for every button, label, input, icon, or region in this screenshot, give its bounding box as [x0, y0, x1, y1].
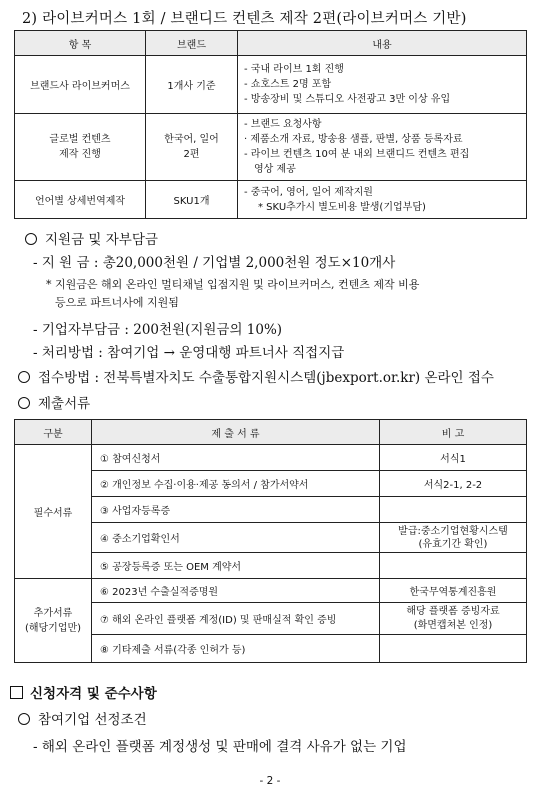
header-brand: 브랜드: [146, 31, 238, 56]
doc-note: 서식2-1, 2-2: [380, 471, 527, 497]
payment-process: - 처리방법 : 참여기업 → 운영대행 파트너사 직접지급: [33, 345, 345, 361]
doc-row: ⑧ 기타제출 서류(각종 인허가 등): [92, 635, 380, 663]
selection-heading: 참여기업 선정조건: [18, 708, 147, 728]
doc-row: ① 참여신청서: [92, 445, 380, 471]
doc-row: ⑦ 해외 온라인 플랫폼 계정(ID) 및 판매실적 확인 증빙: [92, 603, 380, 635]
circle-bullet-icon: [18, 713, 30, 725]
support-heading: 지원금 및 자부담금: [25, 228, 158, 248]
group-additional: 추가서류 (해당기업만): [15, 579, 92, 663]
row3-item: 언어별 상세번역제작: [15, 181, 146, 219]
doc-note: [380, 635, 527, 663]
support-amount: - 지 원 금 : 총20,000천원 / 기업별 2,000천원 정도×10개사: [33, 255, 396, 271]
row1-item: 브랜드사 라이브커머스: [15, 56, 146, 114]
doc-note: 해당 플랫폼 증빙자료 (화면캡쳐본 인정): [380, 603, 527, 635]
doc-note: [380, 497, 527, 523]
header-category: 구분: [15, 420, 92, 445]
circle-bullet-icon: [25, 233, 37, 245]
row1-brand: 1개사 기준: [146, 56, 238, 114]
doc-note: [380, 553, 527, 579]
support-note: * 지원금은 해외 온라인 멀티채널 입점지원 및 라이브커머스, 컨텐츠 제작 비용 등으로 파트너사에 지원됨: [46, 278, 420, 309]
row3-content: - 중국어, 영어, 일어 제작지원 * SKU추가시 별도비용 발생(기업부담): [238, 181, 527, 219]
circle-bullet-icon: [18, 371, 30, 383]
row3-brand: SKU1개: [146, 181, 238, 219]
selection-item: - 해외 온라인 플랫폼 계정생성 및 판매에 결격 사유가 없는 기업: [33, 739, 407, 755]
qualification-heading: 신청자격 및 준수사항: [10, 682, 157, 702]
header-content: 내용: [238, 31, 527, 56]
documents-table: [14, 419, 527, 663]
program-content-table: [14, 30, 527, 219]
apply-method: 접수방법 : 전북특별자치도 수출통합지원시스템(jbexport.or.kr) 온라인 접수: [18, 366, 494, 386]
row2-content: - 브랜드 요청사항 · 제품소개 자료, 방송용 샘플, 판별, 상품 등록자료 - 라이브 컨텐츠 10여 분 내외 브랜디드 컨텐츠 편집 영상 제공: [238, 114, 527, 181]
row2-brand: 한국어, 일어 2편: [146, 114, 238, 181]
self-burden: - 기업자부담금 : 200천원(지원금의 10%): [33, 322, 283, 338]
row2-item: 글로벌 컨텐츠 제작 진행: [15, 114, 146, 181]
doc-row: ③ 사업자등록증: [92, 497, 380, 523]
section-title: 2) 라이브커머스 1회 / 브랜디드 컨텐츠 제작 2편(라이브커머스 기반): [22, 11, 467, 27]
header-item: 항 목: [15, 31, 146, 56]
doc-row: ⑥ 2023년 수출실적증명원: [92, 579, 380, 603]
doc-row: ⑤ 공장등록증 또는 OEM 계약서: [92, 553, 380, 579]
doc-row: ④ 중소기업확인서: [92, 523, 380, 553]
circle-bullet-icon: [18, 397, 30, 409]
square-bullet-icon: [10, 686, 23, 699]
doc-row: ② 개인정보 수집·이용·제공 동의서 / 참가서약서: [92, 471, 380, 497]
page-number: - 2 -: [259, 775, 281, 787]
docs-heading: 제출서류: [18, 392, 90, 412]
group-required: 필수서류: [15, 445, 92, 579]
row1-content: - 국내 라이브 1회 진행 - 쇼호스트 2명 포함 - 방송장비 및 스튜디오 사전광고 3만 이상 유입: [238, 56, 527, 114]
header-documents: 제 출 서 류: [92, 420, 380, 445]
doc-note: 발급:중소기업현황시스템 (유효기간 확인): [380, 523, 527, 553]
doc-note: 서식1: [380, 445, 527, 471]
doc-note: 한국무역통계진흥원: [380, 579, 527, 603]
header-remarks: 비 고: [380, 420, 527, 445]
